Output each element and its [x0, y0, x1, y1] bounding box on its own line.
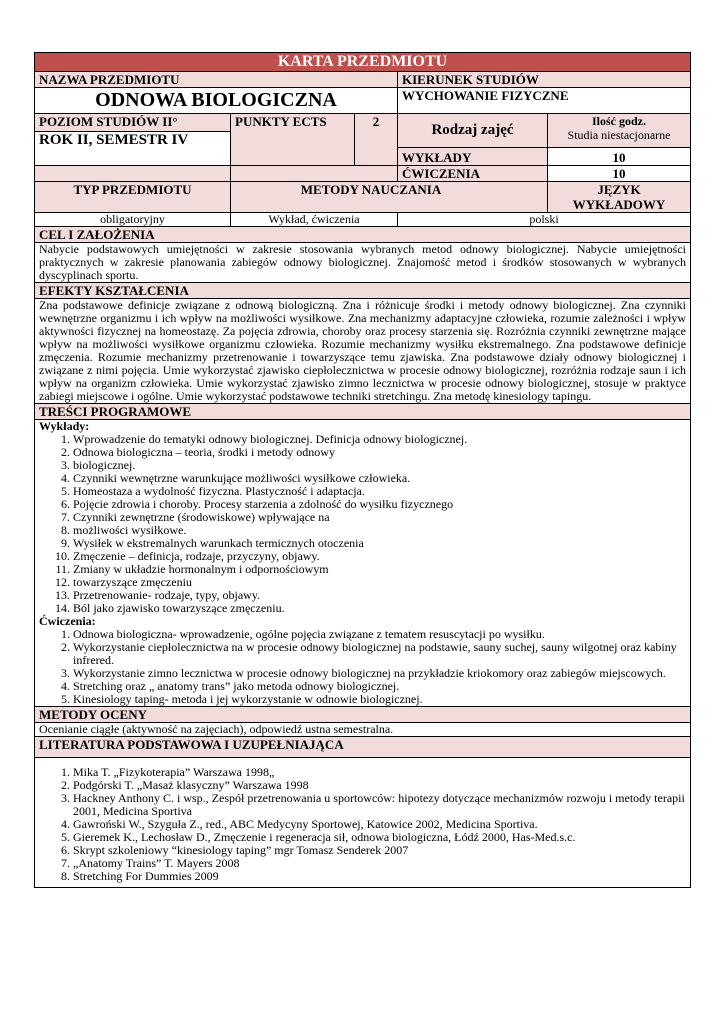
list-item: 3. Wykorzystanie zimno lecznictwa w procesie odnowy biologicznej na przykładzie kriokomory oraz zabiegów miejscowych. — [73, 667, 686, 680]
cel-text: Nabycie podstawowych umiejętności w zakresie stosowania wybranych metod odnowy biologicznej. Nabycie umiejętności praktycznych w zakresie planowania zabiegów odnowy biologicznej. Znajomość metod i środków stosowanych w wybranych dyscyplinach sportu. — [35, 243, 691, 283]
list-item: 13. Przetrenowanie- rodzaje, typy, objawy. — [73, 589, 686, 602]
metody-oceny-text: Ocenianie ciągłe (aktywność na zajęciach), odpowiedź ustna semestralna. — [35, 723, 691, 737]
tresci-content — [35, 420, 691, 707]
list-item: 8. możliwości wysiłkowe. — [73, 524, 686, 537]
card-title: KARTA PRZEDMIOTU — [35, 53, 691, 72]
wyklady-label: WYKŁADY — [398, 148, 548, 166]
cwiczenia-heading: Ćwiczenia: — [39, 614, 96, 628]
literatura-list — [39, 766, 686, 883]
metody-label: METODY NAUCZANIA — [231, 182, 548, 213]
cwiczenia-label: ĆWICZENIA — [398, 166, 548, 182]
list-item: 6. Skrypt szkoleniowy “kinesiology taping” mgr Tomasz Senderek 2007 — [73, 844, 686, 857]
nazwa-label: NAZWA PRZEDMIOTU — [35, 72, 398, 88]
list-item: 9. Wysiłek w ekstremalnych warunkach termicznych otoczenia — [73, 537, 686, 550]
field-of-study: WYCHOWANIE FIZYCZNE — [398, 88, 691, 114]
list-item: 1. Odnowa biologiczna- wprowadzenie, ogólne pojęcia związane z tematem resuscytacji po wysiłku. — [73, 628, 686, 641]
tresci-label: TREŚCI PROGRAMOWE — [35, 404, 691, 420]
list-item: 11. Zmiany w układzie hormonalnym i odpornościowym — [73, 563, 686, 576]
course-card — [34, 52, 690, 888]
typ-value: obligatoryjny — [35, 213, 231, 227]
list-item: 2. Odnowa biologiczna – teoria, środki i metody odnowy — [73, 446, 686, 459]
list-item: 3. Hackney Anthony C. i wsp., Zespół przetrenowania u sportowców: hipotezy dotyczące mechanizmów rozwoju i metody terapii 2001, Medicina Sportiva — [73, 792, 686, 818]
list-item: 3. biologicznej. — [73, 459, 686, 472]
cel-label: CEL I ZAŁOŻENIA — [35, 227, 691, 243]
list-item: 5. Gieremek K., Lechosław D., Zmęczenie i regeneracja sił, odnowa biologiczna, Łódź 2000, Has-Med.s.c. — [73, 831, 686, 844]
wyklady-hours: 10 — [548, 148, 691, 166]
list-item: 10. Zmęczenie – definicja, rodzaje, przyczyny, objawy. — [73, 550, 686, 563]
list-item: 12. towarzyszące zmęczeniu — [73, 576, 686, 589]
list-item: 4. Stretching oraz „ anatomy trans” jako metoda odnowy biologicznej. — [73, 680, 686, 693]
list-item: 4. Gawroński W., Szyguła Z., red., ABC Medycyny Sportowej, Katowice 2002, Medicina Sportiva. — [73, 818, 686, 831]
subject-name: ODNOWA BIOLOGICZNA — [35, 88, 398, 114]
wyklady-heading: Wykłady: — [39, 419, 90, 433]
metody-value: Wykład, ćwiczenia — [231, 213, 398, 227]
jezyk-label: JĘZYK WYKŁADOWY — [548, 182, 691, 213]
list-item: 5. Homeostaza a wydolność fizyczna. Plastyczność i adaptacja. — [73, 485, 686, 498]
efekty-label: EFEKTY KSZTAŁCENIA — [35, 283, 691, 299]
wyklady-list — [39, 433, 686, 615]
list-item: 2. Wykorzystanie ciepłolecznictwa na w procesie odnowy biologicznej na podstawie, sauny suchej, sauny wilgotnej oraz kabiny infrered. — [73, 641, 686, 667]
typ-label: TYP PRZEDMIOTU — [35, 182, 231, 213]
list-item: 8. Stretching For Dummies 2009 — [73, 870, 686, 883]
list-item: 1. Wprowadzenie do tematyki odnowy biologicznej. Definicja odnowy biologicznej. — [73, 433, 686, 446]
year-semester: ROK II, SEMESTR IV — [35, 132, 231, 166]
metody-oceny-label: METODY OCENY — [35, 707, 691, 723]
empty-cell — [35, 166, 231, 182]
list-item: 2. Podgórski T. „Masaż klasyczny” Warszawa 1998 — [73, 779, 686, 792]
ects-label: PUNKTY ECTS — [231, 114, 355, 166]
studia-label: Studia niestacjonarne — [567, 128, 671, 142]
cwiczenia-hours: 10 — [548, 166, 691, 182]
course-table — [34, 52, 691, 888]
list-item: 7. „Anatomy Trains” T. Mayers 2008 — [73, 857, 686, 870]
empty-cell — [231, 166, 398, 182]
rodzaj-label: Rodzaj zajęć — [398, 114, 548, 148]
jezyk-value: polski — [398, 213, 691, 227]
list-item: 6. Pojęcie zdrowia i choroby. Procesy starzenia a zdolność do wysiłku fizycznego — [73, 498, 686, 511]
list-item: 4. Czynniki wewnętrzne warunkujące możliwości wysiłkowe człowieka. — [73, 472, 686, 485]
ects-value: 2 — [355, 114, 398, 166]
literatura-content — [35, 758, 691, 888]
efekty-text: Zna podstawowe definicje związane z odnową biologiczną. Zna i różnicuje środki i metody odnowy biologicznej. Zna czynniki wewnętrzne organizmu i ich wpływ na możliwości wysiłkowe. Zna mechanizmy adaptacyjne człowieka, rozumie zależności i wpływ aktywności fizycznej na homeostazę. Za pojęcia zdrowia, choroby oraz procesy starzenia się. Rozróżnia czynniki zewnętrzne mające wpływ na możliwości wysiłkowe organizmu człowieka. Rozumie mechanizmy wysiłku ekstremalnego. Zna podstawowe definicje zmęczenia. Rozumie mechanizmy przetrenowanie i towarzyszące temu zjawiska. Zna podstawowe działy odnowy biologicznej i związane z nimi pojęcia. Umie wykorzystać zjawisko ciepłolecznictwa w procesie odnowy biologicznej, rozróżnia rodzaje saun i ich wpływ na organizm człowieka. Umie wykorzystać zjawisko zimno lecznictwa w procesie odnowy biologicznej, stosuje w praktyce zabiegi miejscowe i ogólne. Umie wykorzystać podstawowe techniki stretchingu. Zna metodę kinesiology tapingu. — [35, 299, 691, 404]
hours-header — [548, 114, 691, 148]
poziom-label: POZIOM STUDIÓW II° — [35, 114, 231, 132]
list-item: 5. Kinesiology taping- metoda i jej wykorzystanie w odnowie biologicznej. — [73, 693, 686, 706]
ilosc-label: Ilość godz. — [592, 114, 646, 128]
list-item: 1. Mika T. „Fizykoterapia” Warszawa 1998„ — [73, 766, 686, 779]
list-item: 14. Ból jako zjawisko towarzyszące zmęczeniu. — [73, 602, 686, 615]
cwiczenia-list — [39, 628, 686, 706]
literatura-label: LITERATURA PODSTAWOWA I UZUPEŁNIAJĄCA — [35, 737, 691, 758]
kierunek-label: KIERUNEK STUDIÓW — [398, 72, 691, 88]
list-item: 7. Czynniki zewnętrzne (środowiskowe) wpływające na — [73, 511, 686, 524]
